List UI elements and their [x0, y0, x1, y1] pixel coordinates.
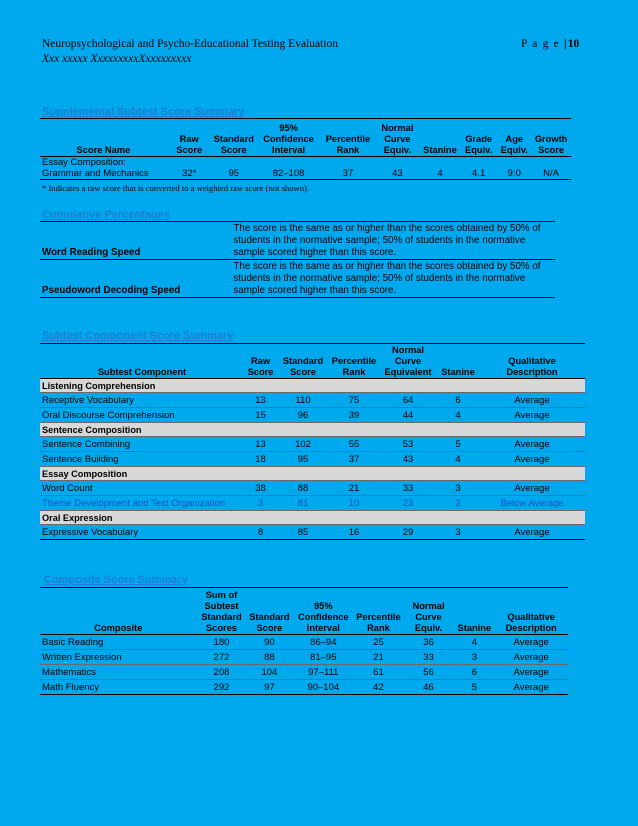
percentile-rank: 16 [329, 525, 379, 540]
qualitative-description: Average [479, 408, 585, 423]
standard-score: 88 [277, 481, 329, 496]
col-nce: Normal Curve Equiv. [403, 588, 455, 635]
col-confidence-interval: 95% Confidence Interval [292, 588, 354, 635]
col-growth-score: Growth Score [531, 119, 571, 157]
col-subtest-component: Subtest Component [40, 344, 244, 379]
nce: 23 [379, 496, 437, 511]
stanine: 3 [437, 525, 479, 540]
grade-equiv: 4.1 [460, 168, 498, 180]
confidence-interval: 81–95 [292, 650, 354, 665]
stanine: 5 [454, 680, 494, 695]
table-header-row [40, 588, 568, 635]
nce: 56 [403, 665, 455, 680]
composite-score-table [40, 588, 568, 695]
row-text: The score is the same as or higher than the scores obtained by 50% of students in the normative sample; 50% of students in the normative sample scored higher than this score. [231, 222, 555, 260]
sum-scores: 292 [197, 680, 247, 695]
nce: 43 [375, 168, 420, 180]
col-stanine: Stanine [454, 588, 494, 635]
standard-score: 95 [277, 452, 329, 467]
composite-name: Mathematics [40, 665, 197, 680]
student-name: Xxx xxxxx XxxxxxxxxXxxxxxxxxx [42, 53, 192, 65]
nce: 29 [379, 525, 437, 540]
percentile-rank: 25 [354, 635, 402, 650]
percentile-rank: 21 [329, 481, 379, 496]
component-score-table [40, 344, 585, 540]
table-row [40, 635, 568, 650]
group-label: Essay Composition [40, 467, 585, 481]
standard-score: 90 [246, 635, 292, 650]
nce: 36 [403, 635, 455, 650]
component-name: Sentence Combining [40, 437, 244, 452]
raw-score: 8 [244, 525, 277, 540]
table-row [40, 408, 585, 423]
stanine: 2 [437, 496, 479, 511]
table-row [40, 481, 585, 496]
standard-score: 95 [212, 168, 256, 180]
qualitative-description: Average [479, 452, 585, 467]
table-row [40, 680, 568, 695]
table-row [40, 157, 571, 169]
group-row-sentence-composition [40, 423, 585, 437]
footnote: * Indicates a raw score that is converted to a weighted raw score (not shown). [42, 183, 310, 193]
col-percentile: Percentile Rank [329, 344, 379, 379]
col-score-name: Score Name [40, 119, 167, 157]
stanine: 3 [437, 481, 479, 496]
qualitative-description: Average [479, 437, 585, 452]
percentile-rank: 37 [321, 168, 375, 180]
confidence-interval: 97–111 [292, 665, 354, 680]
percentile-rank: 21 [354, 650, 402, 665]
col-standard-score: Standard Score [277, 344, 329, 379]
row-label: Grammar and Mechanics [40, 168, 167, 180]
stanine: 4 [437, 408, 479, 423]
col-grade-equiv: Grade Equiv. [460, 119, 498, 157]
table-row [40, 665, 568, 680]
table-header-row [40, 344, 585, 379]
percentile-rank: 42 [354, 680, 402, 695]
col-nce: Normal Curve Equivalent [379, 344, 437, 379]
table-row [40, 437, 585, 452]
table-row [40, 260, 555, 298]
qualitative-description: Below Average [479, 496, 585, 511]
supplemental-section-title: Supplemental Subtest Score Summary [42, 106, 245, 118]
component-name: Expressive Vocabulary [40, 525, 244, 540]
col-percentile: Percentile Rank [354, 588, 402, 635]
row-label: Essay Composition: [42, 157, 126, 168]
col-composite: Composite [40, 588, 197, 635]
standard-score: 102 [277, 437, 329, 452]
group-label: Sentence Composition [40, 423, 585, 437]
col-confidence-interval: 95% Confidence Interval [256, 119, 321, 157]
raw-score: 13 [244, 393, 277, 408]
table-row [40, 525, 585, 540]
stanine: 4 [420, 168, 460, 180]
percentile-rank: 55 [329, 437, 379, 452]
table-header-row [40, 119, 571, 157]
group-row-listening [40, 379, 585, 393]
standard-score: 104 [246, 665, 292, 680]
nce: 33 [379, 481, 437, 496]
table-row [40, 650, 568, 665]
stanine: 3 [454, 650, 494, 665]
col-standard-score: Standard Score [246, 588, 292, 635]
report-title: Neuropsychological and Psycho-Educational Testing Evaluation [42, 38, 338, 50]
raw-score: 38 [244, 481, 277, 496]
cumulative-table [40, 222, 555, 298]
qualitative-description: Average [479, 525, 585, 540]
sum-scores: 272 [197, 650, 247, 665]
stanine: 6 [454, 665, 494, 680]
qualitative-description: Average [479, 481, 585, 496]
page-label: P a g e [521, 38, 560, 50]
confidence-interval: 90–104 [292, 680, 354, 695]
qualitative-description: Average [494, 665, 568, 680]
stanine: 5 [437, 437, 479, 452]
standard-score: 81 [277, 496, 329, 511]
qualitative-description: Average [494, 635, 568, 650]
component-name: Sentence Building [40, 452, 244, 467]
component-name: Receptive Vocabulary [40, 393, 244, 408]
confidence-interval: 82–108 [256, 168, 321, 180]
age-equiv: 9:0 [497, 168, 531, 180]
col-raw-score: Raw Score [244, 344, 277, 379]
composite-name: Written Expression [40, 650, 197, 665]
sum-scores: 180 [197, 635, 247, 650]
stanine: 4 [437, 452, 479, 467]
col-sum-subtest: Sum of Subtest Standard Scores [197, 588, 247, 635]
stanine: 4 [454, 635, 494, 650]
group-row-oral-expression [40, 511, 585, 525]
row-label: Pseudoword Decoding Speed [40, 260, 231, 298]
row-label: Word Reading Speed [40, 222, 231, 260]
col-standard-score: Standard Score [212, 119, 256, 157]
raw-score: 3 [244, 496, 277, 511]
qualitative-description: Average [494, 680, 568, 695]
percentile-rank: 61 [354, 665, 402, 680]
sum-scores: 208 [197, 665, 247, 680]
table-row [40, 452, 585, 467]
standard-score: 97 [246, 680, 292, 695]
component-name: Theme Development and Text Organization [40, 496, 244, 511]
component-name: Oral Discourse Comprehension [40, 408, 244, 423]
percentile-rank: 37 [329, 452, 379, 467]
raw-score: 32* [167, 168, 212, 180]
supplemental-score-table [40, 119, 571, 180]
col-qualitative: Qualitative Description [479, 344, 585, 379]
nce: 33 [403, 650, 455, 665]
composite-name: Math Fluency [40, 680, 197, 695]
raw-score: 13 [244, 437, 277, 452]
nce: 53 [379, 437, 437, 452]
percentile-rank: 75 [329, 393, 379, 408]
raw-score: 15 [244, 408, 277, 423]
table-row [40, 496, 585, 511]
group-label: Listening Comprehension [40, 379, 585, 393]
col-nce: Normal Curve Equiv. [375, 119, 420, 157]
standard-score: 96 [277, 408, 329, 423]
composite-section-title: Composite Score Summary [44, 574, 188, 586]
nce: 64 [379, 393, 437, 408]
composite-name: Basic Reading [40, 635, 197, 650]
nce: 43 [379, 452, 437, 467]
nce: 44 [379, 408, 437, 423]
page-separator: | [564, 38, 568, 50]
table-row [40, 393, 585, 408]
col-stanine: Stanine [420, 119, 460, 157]
standard-score: 110 [277, 393, 329, 408]
col-stanine: Stanine [437, 344, 479, 379]
row-text: The score is the same as or higher than the scores obtained by 50% of students in the normative sample; 50% of students in the normative sample scored higher than this score. [231, 260, 555, 298]
table-row [40, 222, 555, 260]
nce: 46 [403, 680, 455, 695]
standard-score: 85 [277, 525, 329, 540]
page-number: 10 [567, 38, 580, 50]
percentile-rank: 10 [329, 496, 379, 511]
standard-score: 88 [246, 650, 292, 665]
qualitative-description: Average [494, 650, 568, 665]
cumulative-section-title: Cumulative Percentages [42, 209, 170, 221]
qualitative-description: Average [479, 393, 585, 408]
col-age-equiv: Age Equiv. [497, 119, 531, 157]
percentile-rank: 39 [329, 408, 379, 423]
component-section-title: Subtest Component Score Summary [42, 330, 234, 342]
stanine: 6 [437, 393, 479, 408]
page-number-label [521, 38, 579, 50]
table-row [40, 168, 571, 180]
growth-score: N/A [531, 168, 571, 180]
raw-score: 18 [244, 452, 277, 467]
confidence-interval: 86–94 [292, 635, 354, 650]
group-row-essay-composition [40, 467, 585, 481]
col-qualitative: Qualitative Description [494, 588, 568, 635]
component-name: Word Count [40, 481, 244, 496]
group-label: Oral Expression [40, 511, 585, 525]
col-raw-score: Raw Score [167, 119, 212, 157]
col-percentile: Percentile Rank [321, 119, 375, 157]
